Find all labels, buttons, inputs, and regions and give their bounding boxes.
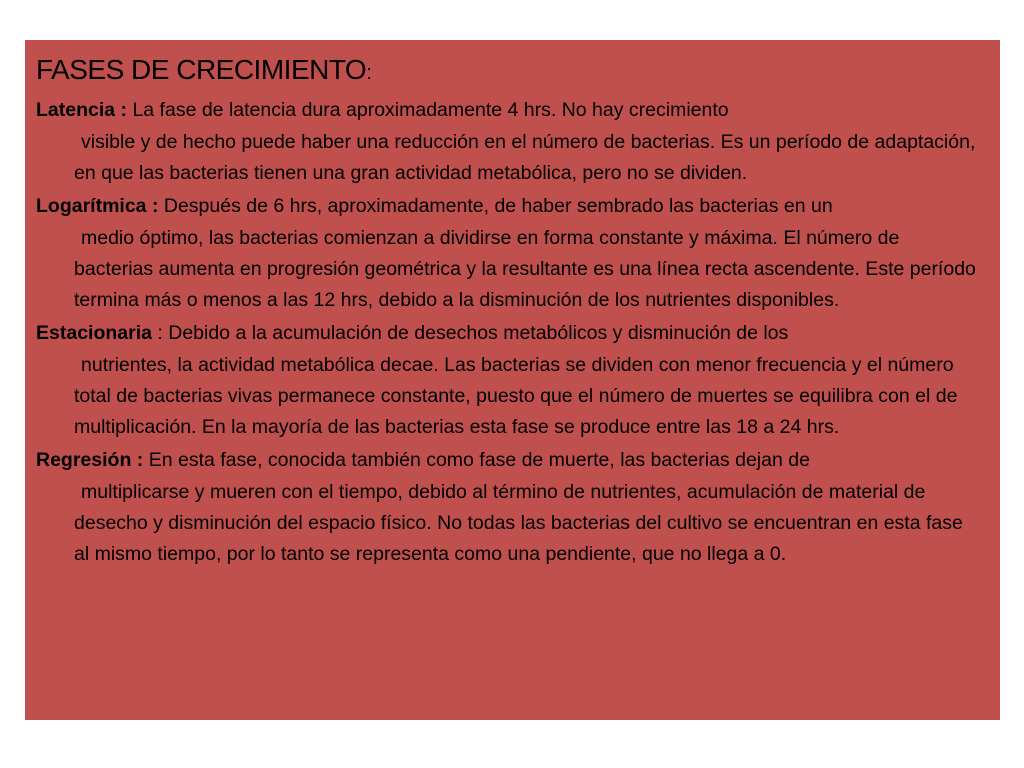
section-body: nutrientes, la actividad metabólica decae. Las bacterias se dividen con menor frecuencia y el número total de bacterias vivas permanece constante, puesto que el número de muertes se equilibra con el de multiplicación. En la mayoría de las bacterias esta fase se produce entre las 18 a 24 hrs. [74,354,958,438]
section-lead-text: En esta fase, conocida también como fase de muerte, las bacterias dejan de [143,449,810,471]
section-term: Logarítmica : [36,195,159,217]
section-lead-text: La fase de latencia dura aproximadamente 4 hrs. No hay crecimiento [127,99,729,121]
section-lead [36,318,982,348]
section-body: multiplicarse y mueren con el tiempo, debido al término de nutrientes, acumulación de material de desecho y disminución del espacio físico. No todas las bacterias del cultivo se encuentran en esta fase al mismo tiempo, por lo tanto se representa como una pendiente, que no llega a 0. [74,481,963,565]
section-lead [36,95,982,125]
section-term: Estacionaria [36,322,152,344]
section-term: Latencia : [36,99,128,121]
slide-title-colon: : [366,62,372,84]
section-latencia [36,95,982,189]
slide-title-text: FASES DE CRECIMIENTO [36,54,367,85]
section-regresion [36,445,982,570]
section-lead-text: : Debido a la acumulación de desechos metabólicos y disminución de los [151,322,789,344]
section-lead [36,191,982,221]
section-body: medio óptimo, las bacterias comienzan a dividirse en forma constante y máxima. El número de bacterias aumenta en progresión geométrica y la resultante es una línea recta ascendente. Este período termina más o menos a las 12 hrs, debido a la disminución de los nutrientes disponibles. [74,227,976,311]
section-body: visible y de hecho puede haber una reducción en el número de bacterias. Es un período de adaptación, en que las bacterias tienen una gran actividad metabólica, pero no se dividen. [74,131,976,184]
section-logaritmica [36,191,982,316]
section-lead-text: Después de 6 hrs, aproximadamente, de haber sembrado las bacterias en un [158,195,833,217]
section-estacionaria [36,318,982,443]
slide-title [36,52,982,91]
section-term: Regresión : [36,449,144,471]
section-lead [36,445,982,475]
slide-content-box [25,40,1000,720]
